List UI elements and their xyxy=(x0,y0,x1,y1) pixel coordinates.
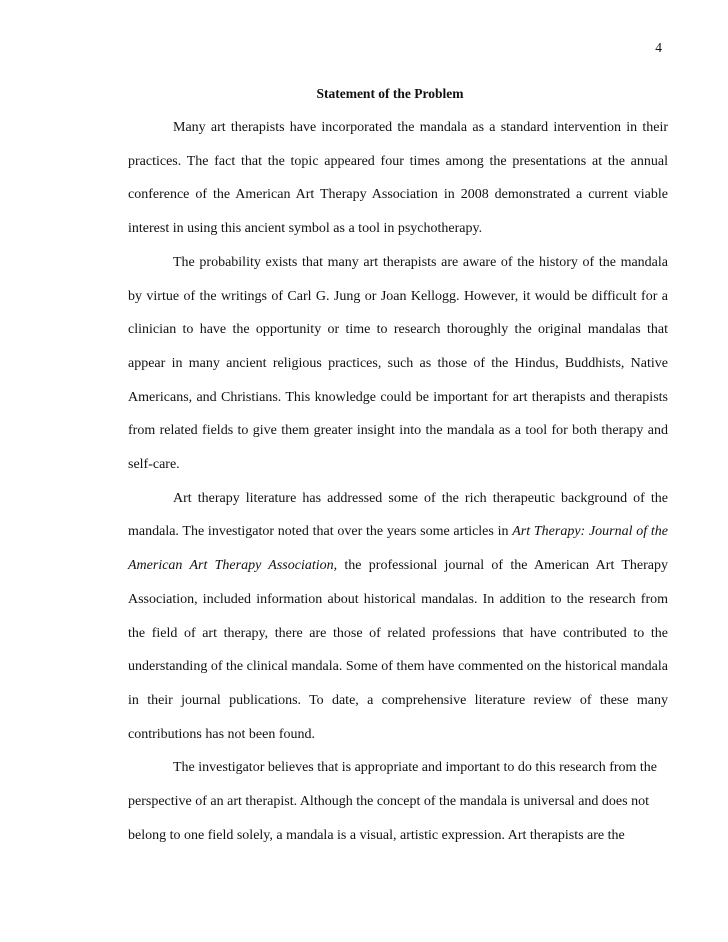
body-text xyxy=(128,111,668,852)
paragraph-1: Many art therapists have incorporated the mandala as a standard intervention in their practices. The fact that the topic appeared four times among the presentations at the annual conference of the American Art Therapy Association in 2008 demonstrated a current viable interest in using this ancient symbol as a tool in psychotherapy. xyxy=(128,120,668,237)
paragraph-3 xyxy=(128,482,668,752)
journal-title: Art Therapy: Journal of the American Art Therapy Association xyxy=(128,524,668,574)
section-title: Statement of the Problem xyxy=(316,86,464,101)
paragraph-3-text-start: Art therapy literature has addressed some of the rich therapeutic background of the mandala. The investigator noted that over the years some articles in xyxy=(128,490,668,540)
page-number: 4 xyxy=(655,40,662,55)
paragraph-2: The probability exists that many art therapists are aware of the history of the mandala by virtue of the writings of Carl G. Jung or Joan Kellogg. However, it would be difficult for a clinician to have the opportunity or time to research thoroughly the original mandalas that appear in many ancient religious practices, such as those of the Hindus, Buddhists, Native Americans, and Christians. This knowledge could be important for art therapists and therapists from related fields to give them greater insight into the mandala as a tool for both therapy and self-care. xyxy=(128,254,668,473)
paragraph-3-text-end: , the professional journal of the American Art Therapy Association, included information about historical mandalas. In addition to the research from the field of art therapy, there are those of related professions that have contributed to the understanding of the clinical mandala. Some of them have commented on the historical mandala in their journal publications. To date, a comprehensive literature review of these many contributions has not been found. xyxy=(128,558,668,742)
paragraph-4: The investigator believes that is appropriate and important to do this research from the perspective of an art therapist. Although the concept of the mandala is universal and does not belong to one field solely, a mandala is a visual, artistic expression. Art therapists are the xyxy=(128,760,658,843)
